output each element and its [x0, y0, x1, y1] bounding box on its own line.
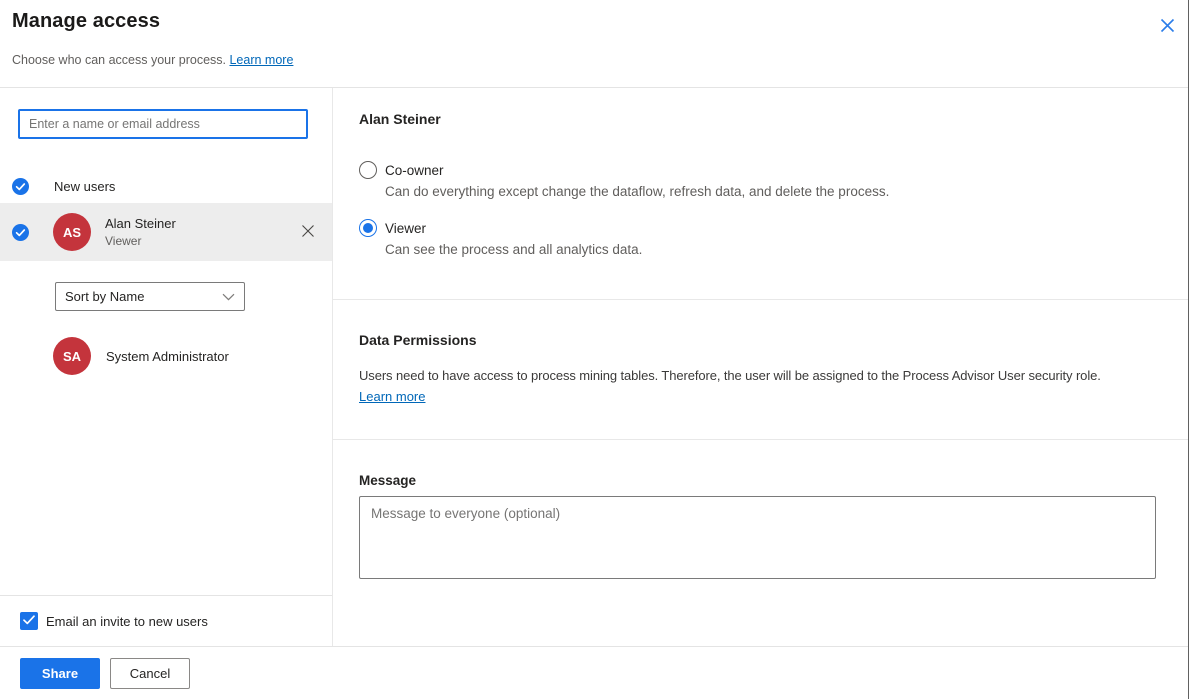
- message-label: Message: [359, 473, 417, 488]
- section-divider: [333, 439, 1188, 440]
- dialog-footer: [0, 646, 1188, 699]
- people-panel: [0, 88, 333, 646]
- sort-dropdown-value: Sort by Name: [65, 289, 145, 304]
- new-users-group-row[interactable]: [0, 170, 332, 203]
- email-invite-row: [0, 595, 332, 646]
- data-permissions-title: Data Permissions: [359, 332, 477, 348]
- close-button[interactable]: [1154, 12, 1180, 38]
- dialog-subtitle: [12, 53, 1174, 67]
- role-option-co-owner: [359, 161, 1156, 199]
- avatar: AS: [53, 213, 91, 251]
- remove-x-icon: [301, 225, 315, 242]
- share-button[interactable]: Share: [20, 658, 100, 689]
- search-input[interactable]: [18, 109, 308, 139]
- data-permissions-body: Users need to have access to process mining tables. Therefore, the user will be assigned to the Process Advisor User security role.: [359, 368, 1101, 383]
- sort-dropdown[interactable]: [55, 282, 245, 311]
- page-title: Manage access: [12, 10, 161, 32]
- user-name: Alan Steiner: [105, 216, 176, 231]
- role-label: Co-owner: [385, 162, 444, 178]
- checkmark-icon: [23, 612, 35, 630]
- user-role: Viewer: [105, 234, 142, 248]
- dialog-header: [0, 0, 1188, 88]
- close-icon: [1160, 18, 1175, 33]
- user-meta: [105, 216, 176, 248]
- dialog-body: [0, 88, 1188, 646]
- selected-user-heading: Alan Steiner: [359, 111, 441, 127]
- checked-circle-icon: [12, 178, 29, 195]
- cancel-button[interactable]: Cancel: [110, 658, 190, 689]
- viewer-radio-row[interactable]: [359, 219, 1156, 237]
- section-divider: [333, 299, 1188, 300]
- user-row-alan-steiner[interactable]: [0, 203, 332, 261]
- subtitle-text: Choose who can access your process.: [12, 53, 226, 67]
- radio-unselected-icon[interactable]: [359, 161, 377, 179]
- new-users-label: New users: [54, 179, 116, 194]
- permissions-panel: [333, 88, 1188, 646]
- spacer: [0, 375, 332, 595]
- header-learn-more-link[interactable]: Learn more: [229, 53, 294, 67]
- data-permissions-learn-more-link[interactable]: Learn more: [359, 389, 426, 404]
- message-textarea[interactable]: [359, 496, 1156, 579]
- email-invite-label[interactable]: Email an invite to new users: [46, 613, 208, 629]
- co-owner-radio-row[interactable]: [359, 161, 1156, 179]
- role-description: Can do everything except change the dataflow, refresh data, and delete the process.: [385, 184, 890, 199]
- user-name: System Administrator: [106, 348, 229, 364]
- remove-user-button[interactable]: [299, 224, 317, 242]
- role-option-viewer: [359, 219, 1156, 257]
- checked-circle-icon: [12, 224, 29, 241]
- chevron-down-icon: [222, 288, 235, 306]
- email-invite-checkbox[interactable]: [20, 612, 38, 630]
- user-row-system-administrator[interactable]: [0, 337, 332, 375]
- data-permissions-link-line: [359, 389, 1156, 404]
- avatar: SA: [53, 337, 91, 375]
- role-label: Viewer: [385, 220, 427, 236]
- role-description: Can see the process and all analytics data.: [385, 242, 643, 257]
- radio-selected-icon[interactable]: [359, 219, 377, 237]
